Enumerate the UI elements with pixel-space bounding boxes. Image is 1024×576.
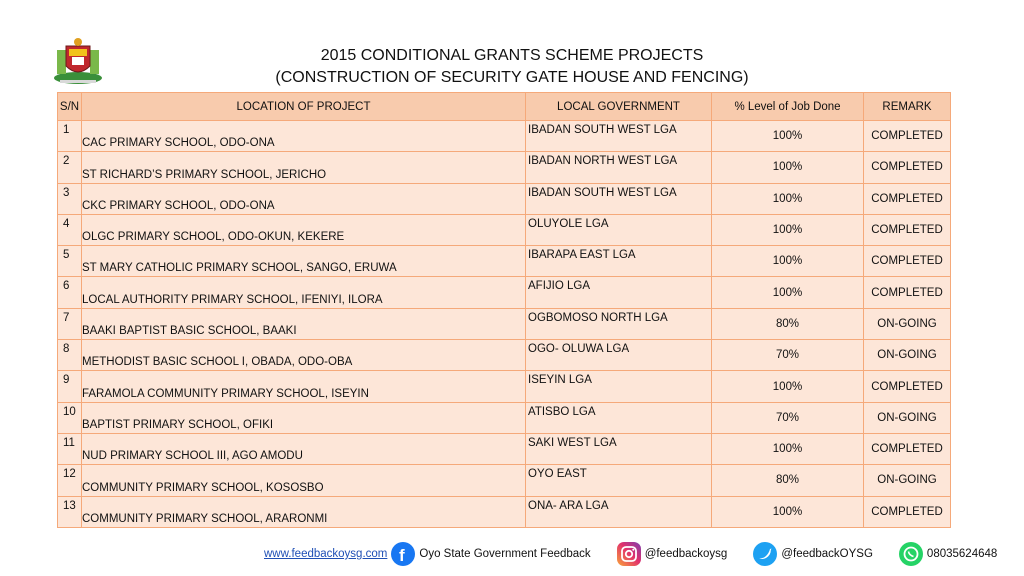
- cell-location: OLGC PRIMARY SCHOOL, ODO-OKUN, KEKERE: [82, 214, 526, 245]
- cell-sn: 8: [58, 340, 82, 371]
- table-row: [58, 308, 951, 339]
- cell-lga: OGBOMOSO NORTH LGA: [526, 308, 712, 339]
- projects-table: [57, 92, 951, 528]
- cell-sn: 10: [58, 402, 82, 433]
- table-row: [58, 214, 951, 245]
- cell-sn: 12: [58, 465, 82, 496]
- cell-level: 100%: [712, 183, 864, 214]
- cell-lga: ATISBO LGA: [526, 402, 712, 433]
- cell-lga: IBADAN NORTH WEST LGA: [526, 152, 712, 183]
- cell-remark: COMPLETED: [864, 277, 951, 308]
- cell-level: 80%: [712, 308, 864, 339]
- table-row: [58, 277, 951, 308]
- cell-lga: OYO EAST: [526, 465, 712, 496]
- cell-remark: COMPLETED: [864, 152, 951, 183]
- cell-sn: 3: [58, 183, 82, 214]
- cell-remark: ON-GOING: [864, 340, 951, 371]
- facebook-label: Oyo State Government Feedback: [419, 548, 591, 560]
- footer: [264, 540, 997, 568]
- cell-location: COMMUNITY PRIMARY SCHOOL, KOSOSBO: [82, 465, 526, 496]
- cell-remark: COMPLETED: [864, 433, 951, 464]
- website-link[interactable]: www.feedbackoysg.com: [264, 548, 388, 560]
- cell-remark: ON-GOING: [864, 402, 951, 433]
- cell-sn: 7: [58, 308, 82, 339]
- cell-level: 100%: [712, 246, 864, 277]
- cell-location: NUD PRIMARY SCHOOL III, AGO AMODU: [82, 433, 526, 464]
- cell-location: FARAMOLA COMMUNITY PRIMARY SCHOOL, ISEYIN: [82, 371, 526, 402]
- cell-sn: 1: [58, 121, 82, 152]
- cell-sn: 9: [58, 371, 82, 402]
- cell-location: ST RICHARD’S PRIMARY SCHOOL, JERICHO: [82, 152, 526, 183]
- cell-remark: COMPLETED: [864, 246, 951, 277]
- cell-location: COMMUNITY PRIMARY SCHOOL, ARARONMI: [82, 496, 526, 527]
- cell-level: 100%: [712, 433, 864, 464]
- cell-lga: SAKI WEST LGA: [526, 433, 712, 464]
- instagram-icon[interactable]: [617, 542, 641, 566]
- table-row: [58, 246, 951, 277]
- header-level: % Level of Job Done: [712, 93, 864, 121]
- cell-lga: OLUYOLE LGA: [526, 214, 712, 245]
- cell-sn: 5: [58, 246, 82, 277]
- table-row: [58, 152, 951, 183]
- cell-remark: COMPLETED: [864, 371, 951, 402]
- whatsapp-label: 08035624648: [926, 548, 998, 560]
- table-row: [58, 121, 951, 152]
- header-local-government: LOCAL GOVERNMENT: [526, 93, 712, 121]
- cell-remark: ON-GOING: [864, 308, 951, 339]
- cell-level: 100%: [712, 152, 864, 183]
- cell-level: 70%: [712, 340, 864, 371]
- cell-lga: IBADAN SOUTH WEST LGA: [526, 183, 712, 214]
- cell-lga: AFIJIO LGA: [526, 277, 712, 308]
- cell-sn: 13: [58, 496, 82, 527]
- table-row: [58, 433, 951, 464]
- cell-location: CKC PRIMARY SCHOOL, ODO-ONA: [82, 183, 526, 214]
- whatsapp-icon[interactable]: [899, 542, 923, 566]
- cell-location: LOCAL AUTHORITY PRIMARY SCHOOL, IFENIYI, ILORA: [82, 277, 526, 308]
- header-sn: S/N: [58, 93, 82, 121]
- table-row: [58, 183, 951, 214]
- cell-location: CAC PRIMARY SCHOOL, ODO-ONA: [82, 121, 526, 152]
- table-row: [58, 465, 951, 496]
- cell-level: 100%: [712, 371, 864, 402]
- cell-level: 70%: [712, 402, 864, 433]
- cell-remark: COMPLETED: [864, 183, 951, 214]
- instagram-label: @feedbackoysg: [644, 548, 728, 560]
- cell-level: 100%: [712, 277, 864, 308]
- cell-level: 100%: [712, 496, 864, 527]
- page-subtitle: (CONSTRUCTION OF SECURITY GATE HOUSE AND FENCING): [275, 69, 749, 86]
- cell-remark: ON-GOING: [864, 465, 951, 496]
- cell-sn: 4: [58, 214, 82, 245]
- cell-location: BAAKI BAPTIST BASIC SCHOOL, BAAKI: [82, 308, 526, 339]
- cell-sn: 2: [58, 152, 82, 183]
- table-row: [58, 402, 951, 433]
- twitter-icon[interactable]: [753, 542, 777, 566]
- cell-lga: IBARAPA EAST LGA: [526, 246, 712, 277]
- table-row: [58, 340, 951, 371]
- cell-location: METHODIST BASIC SCHOOL I, OBADA, ODO-OBA: [82, 340, 526, 371]
- table-header-row: [58, 93, 951, 121]
- cell-sn: 6: [58, 277, 82, 308]
- cell-lga: ISEYIN LGA: [526, 371, 712, 402]
- cell-level: 80%: [712, 465, 864, 496]
- cell-lga: OGO- OLUWA LGA: [526, 340, 712, 371]
- twitter-label: @feedbackOYSG: [781, 548, 873, 560]
- cell-lga: IBADAN SOUTH WEST LGA: [526, 121, 712, 152]
- cell-remark: COMPLETED: [864, 214, 951, 245]
- facebook-icon[interactable]: [391, 542, 415, 566]
- table-row: [58, 371, 951, 402]
- cell-sn: 11: [58, 433, 82, 464]
- svg-text:f: f: [399, 546, 406, 565]
- cell-remark: COMPLETED: [864, 496, 951, 527]
- cell-level: 100%: [712, 214, 864, 245]
- cell-location: BAPTIST PRIMARY SCHOOL, OFIKI: [82, 402, 526, 433]
- cell-remark: COMPLETED: [864, 121, 951, 152]
- cell-lga: ONA- ARA LGA: [526, 496, 712, 527]
- page-title: 2015 CONDITIONAL GRANTS SCHEME PROJECTS: [320, 47, 704, 64]
- cell-location: ST MARY CATHOLIC PRIMARY SCHOOL, SANGO, ERUWA: [82, 246, 526, 277]
- header-location: LOCATION OF PROJECT: [82, 93, 526, 121]
- header-remark: REMARK: [864, 93, 951, 121]
- cell-level: 100%: [712, 121, 864, 152]
- table-row: [58, 496, 951, 527]
